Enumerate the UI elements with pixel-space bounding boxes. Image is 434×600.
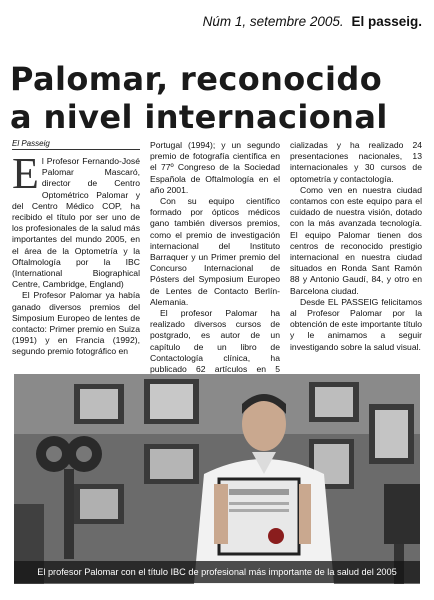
paragraph: El Profesor Fernando-José Palomar Mascaró, director de Centro Optométrico Palomar y del Centro Médico COP, ha recibido el título por ser uno de los profesionales de la salud más importantes del mundo 2005, en el área de la Optometría y la Oftalmología por la IBC (International Biographical Centre, Cambridge, England) xyxy=(12,149,140,290)
byline: El Passeig xyxy=(12,139,50,148)
paragraph: Con su equipo científico formado por ópticos médicos gano también diversos premios, como el premio de investigación internacional del Instituto Barraquer y un Primer premio del Concurso Internacional de Pósters del Symposium Europeo de Lentes de Contacto Berlín-Alemania. xyxy=(150,196,280,307)
paragraph: cializadas y ha realizado 24 presentaciones nacionales, 13 internacionales y 30 cursos de optometría y contactología. xyxy=(290,140,422,184)
newspaper-name: El passeig. xyxy=(351,14,422,29)
headline-line-1: Palomar, reconocido xyxy=(10,60,383,98)
photo-caption: El profesor Palomar con el título IBC de profesional más importante de la salud del 2005 xyxy=(14,561,420,583)
paragraph: El profesor Palomar ha realizado diversos cursos de postgrado, es autor de un capítulo de un libro de Contactología clínica, ha publicado 62 artículos en 5 xyxy=(150,308,280,375)
paragraph: Portugal (1994); y un segundo premio de fotografía científica en el 77º Congreso de la Sociedad Española de Oftalmología en el año 2001. xyxy=(150,140,280,195)
article-column-3 xyxy=(290,140,422,353)
masthead xyxy=(203,14,422,29)
paragraph: Como ven en nuestra ciudad contamos con este equipo para el cuidado de nuestra visión, dotado con la más avanzada tecnología. El equipo Palomar tienen dos centros de reconocido prestigio internacional en nuestra ciudad situados en Ronda Sant Ramón 88 y Antonio Gaudí, 84, y otro en Barcelona ciudad. xyxy=(290,184,422,296)
paragraph: Desde EL PASSEIG felicitamos al Profesor Palomar por la obtención de este importante título y le animamos a seguir investigando sobre la salud visual. xyxy=(290,296,422,352)
drop-cap: E xyxy=(12,149,39,198)
issue-date: Núm 1, setembre 2005. xyxy=(202,14,344,29)
article-column-2 xyxy=(150,140,280,386)
paragraph: El Profesor Palomar ya había ganado diversos premios del Simposium Europeo de lentes de contacto: Primer premio en Suiza (1991) y en Francia (1992), segundo premio fotográfico en xyxy=(12,290,140,357)
headline-line-2: a nivel internacional xyxy=(10,98,388,136)
headline xyxy=(10,60,430,136)
article-photo xyxy=(14,374,420,584)
photo-illustration xyxy=(14,374,420,584)
article-column-1 xyxy=(12,149,140,358)
